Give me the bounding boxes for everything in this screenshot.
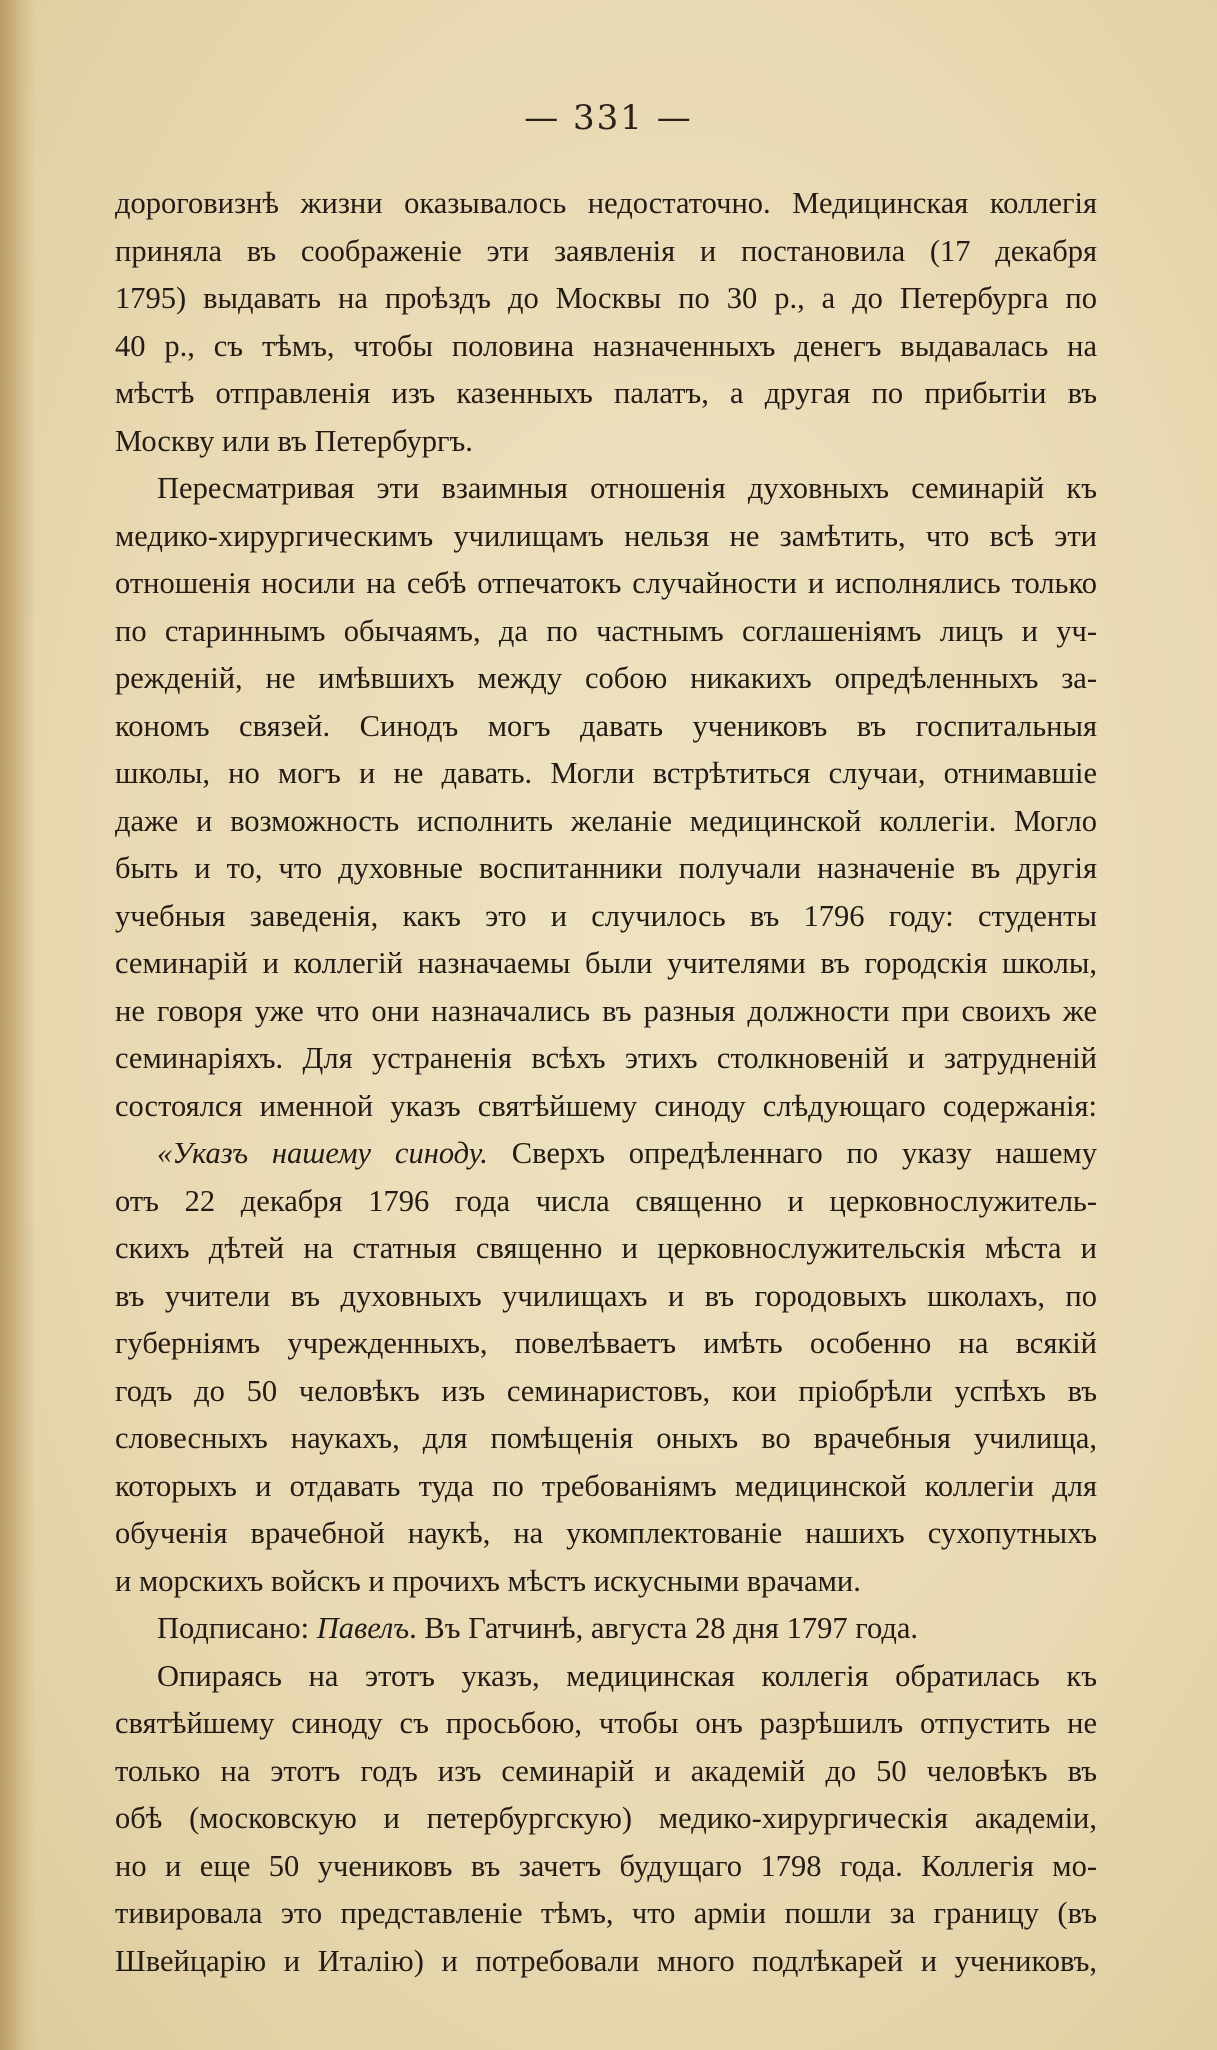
- text-line: которыхъ и отдавать туда по требованіямъ медицинской коллегіи для: [115, 1468, 1097, 1503]
- text-line: быть и то, что духовные воспитанники получали назначеніе въ другія: [115, 851, 1097, 885]
- signature-name: Павелъ: [316, 1611, 410, 1645]
- text-line: учебныя заведенія, какъ это и случилось въ 1796 году: студенты: [115, 898, 1097, 933]
- text-line: Швейцарію и Италію) и потребовали много подлѣкарей и учениковъ,: [115, 1943, 1097, 1978]
- text-line: Москву или въ Петербургъ.: [115, 423, 473, 458]
- text-line: [115, 1130, 1097, 1178]
- text-line: не говоря уже что они назначались въ разныя должности при своихъ же: [115, 993, 1097, 1028]
- text-line: Опираясь на этотъ указъ, медицинская коллегія обратилась къ: [157, 1658, 1097, 1693]
- text-line: состоялся именной указъ святѣйшему синоду слѣдующаго содержанія:: [115, 1088, 1097, 1123]
- text-line: обѣ (московскую и петербургскую) медико-хирургическія академіи,: [115, 1801, 1097, 1835]
- text-line: обученія врачебной наукѣ, на укомплектованіе нашихъ сухопутныхъ: [115, 1516, 1097, 1550]
- page-number: — 331 —: [524, 98, 693, 138]
- text-line: и морскихъ войскъ и прочихъ мѣстъ искусными врачами.: [115, 1563, 861, 1598]
- italic-heading: «Указъ нашему синоду.: [157, 1136, 488, 1170]
- text-line: Пересматривая эти взаимныя отношенія духовныхъ семинарій къ: [157, 471, 1097, 505]
- text-line: словесныхъ наукахъ, для помѣщенія оныхъ во врачебныя училища,: [115, 1421, 1097, 1455]
- text-line: школы, но могъ и не давать. Могли встрѣтиться случаи, отнимавшіе: [115, 756, 1097, 790]
- text-line: губерніямъ учрежденныхъ, повелѣваетъ имѣть особенно на всякій: [115, 1326, 1097, 1360]
- text-line: приняла въ соображеніе эти заявленія и постановила (17 декабря: [115, 233, 1097, 268]
- line-text: Сверхъ опредѣленнаго по указу нашему: [487, 1136, 1097, 1170]
- text-line: отношенія носили на себѣ отпечатокъ случайности и исполнялись только: [115, 566, 1097, 600]
- line-text: . Въ Гатчинѣ, августа 28 дня 1797 года.: [409, 1611, 919, 1645]
- text-line: [115, 1605, 1097, 1653]
- text-line: только на этотъ годъ изъ семинарій и академій до 50 человѣкъ въ: [115, 1753, 1097, 1788]
- text-line: годъ до 50 человѣкъ изъ семинаристовъ, кои пріобрѣли успѣхъ въ: [115, 1373, 1097, 1408]
- text-line: по стариннымъ обычаямъ, да по частнымъ соглашеніямъ лицъ и уч-: [115, 613, 1097, 648]
- text-line: отъ 22 декабря 1796 года числа священно и церковнослужитель-: [115, 1183, 1097, 1218]
- text-line: режденій, не имѣвшихъ между собою никакихъ опредѣленныхъ за-: [115, 661, 1097, 695]
- text-line: но и еще 50 учениковъ въ зачетъ будущаго 1798 года. Коллегія мо-: [115, 1848, 1097, 1883]
- text-line: въ учители въ духовныхъ училищахъ и въ городовыхъ школахъ, по: [115, 1278, 1097, 1313]
- text-line: скихъ дѣтей на статныя священно и церковнослужительскія мѣста и: [115, 1231, 1097, 1265]
- text-line: тивировала это представленіе тѣмъ, что арміи пошли за границу (въ: [115, 1896, 1097, 1930]
- line-text: Подписано:: [157, 1611, 317, 1645]
- text-line: медико-хирургическимъ училищамъ нельзя не замѣтить, что всѣ эти: [115, 518, 1097, 553]
- text-line: даже и возможность исполнить желаніе медицинской коллегіи. Могло: [115, 803, 1097, 838]
- text-line: дороговизнѣ жизни оказывалось недостаточно. Медицинская коллегія: [115, 186, 1097, 220]
- text-line: 1795) выдавать на проѣздъ до Москвы по 30 р., а до Петербурга по: [115, 281, 1097, 315]
- page-binding-edge: [0, 0, 36, 2050]
- text-line: кономъ связей. Синодъ могъ давать учениковъ въ госпитальныя: [115, 708, 1097, 743]
- text-line: семинарій и коллегій назначаемы были учителями въ городскія школы,: [115, 946, 1097, 980]
- text-line: 40 р., съ тѣмъ, чтобы половина назначенныхъ денегъ выдавалась на: [115, 328, 1097, 363]
- text-line: святѣйшему синоду съ просьбою, чтобы онъ разрѣшилъ отпустить не: [115, 1706, 1097, 1740]
- text-line: семинаріяхъ. Для устраненія всѣхъ этихъ столкновеній и затрудненій: [115, 1041, 1097, 1075]
- text-line: мѣстѣ отправленія изъ казенныхъ палатъ, а другая по прибытіи въ: [115, 376, 1097, 410]
- body-text: [115, 180, 1097, 1985]
